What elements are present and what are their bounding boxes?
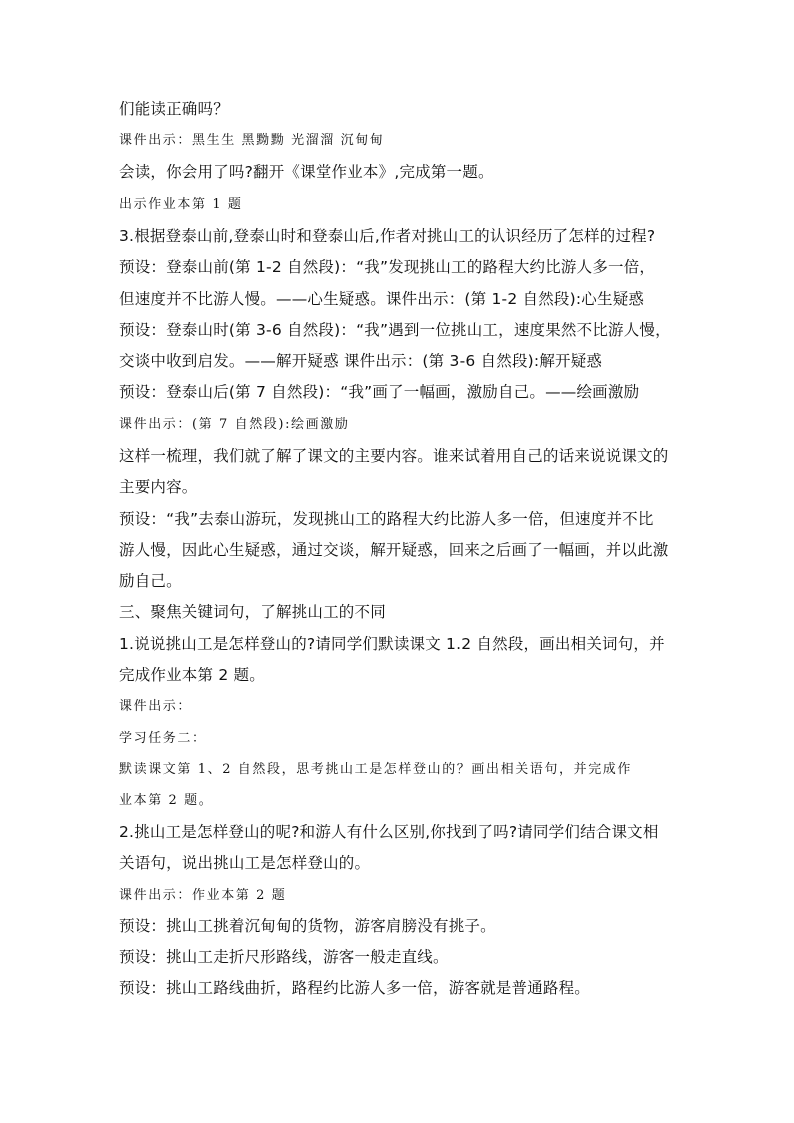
text-line: 预设：登泰山前(第 1-2 自然段)：“我”发现挑山工的路程大约比游人多一倍，	[119, 258, 656, 276]
text-line: 们能读正确吗？	[119, 100, 229, 118]
text-line: 但速度并不比游人慢。——心生疑惑。课件出示：(第 1-2 自然段):心生疑惑	[119, 290, 645, 308]
courseware-line: 课件出示：作业本第 2 题	[119, 888, 287, 903]
text-line: 3.根据登泰山前,登泰山时和登泰山后,作者对挑山工的认识经历了怎样的过程?	[119, 227, 656, 245]
text-line: 游人慢，因此心生疑惑，通过交谈，解开疑惑，回来之后画了一幅画，并以此激	[119, 541, 669, 559]
courseware-line: 课件出示：	[119, 699, 193, 714]
text-line: 预设：登泰山时(第 3-6 自然段)：“我”遇到一位挑山工，速度果然不比游人慢，	[119, 321, 671, 339]
courseware-line: 课件出示：(第 7 自然段):绘画激励	[119, 417, 350, 432]
courseware-line: 默读课文第 1、2 自然段，思考挑山工是怎样登山的？画出相关语句，并完成作	[119, 762, 633, 777]
text-line: 预设：“我”去泰山游玩，发现挑山工的路程大约比游人多一倍，但速度并不比	[119, 510, 654, 528]
text-line: 2.挑山工是怎样登山的呢?和游人有什么区别,你找到了吗?请同学们结合课文相	[119, 823, 659, 841]
text-line: 1.说说挑山工是怎样登山的?请同学们默读课文 1.2 自然段，画出相关词句，并	[119, 635, 665, 653]
text-line: 会读，你会用了吗?翻开《课堂作业本》,完成第一题。	[119, 163, 494, 181]
courseware-line: 出示作业本第 1 题	[119, 197, 243, 212]
text-line: 主要内容。	[119, 478, 198, 496]
text-line: 交谈中收到启发。——解开疑惑 课件出示：(第 3-6 自然段):解开疑惑	[119, 352, 603, 370]
courseware-line: 学习任务二：	[119, 731, 207, 746]
text-line: 这样一梳理，我们就了解了课文的主要内容。谁来试着用自己的话来说说课文的	[119, 447, 669, 465]
text-line: 预设：挑山工挑着沉甸甸的货物，游客肩膀没有挑子。	[119, 917, 496, 935]
text-line: 预设：挑山工路线曲折，路程约比游人多一倍，游客就是普通路程。	[119, 979, 591, 997]
text-line: 预设：登泰山后(第 7 自然段)：“我”画了一幅画，激励自己。——绘画激励	[119, 383, 640, 401]
text-line: 预设：挑山工走折尺形路线，游客一般走直线。	[119, 948, 449, 966]
section-heading: 三、聚焦关键词句，了解挑山工的不同	[119, 603, 386, 621]
courseware-line: 课件出示：黑生生 黑黝黝 光溜溜 沉甸甸	[119, 133, 385, 148]
text-line: 完成作业本第 2 题。	[119, 666, 265, 684]
courseware-line: 业本第 2 题。	[119, 793, 214, 808]
text-line: 励自己。	[119, 572, 182, 590]
text-line: 关语句，说出挑山工是怎样登山的。	[119, 854, 371, 872]
